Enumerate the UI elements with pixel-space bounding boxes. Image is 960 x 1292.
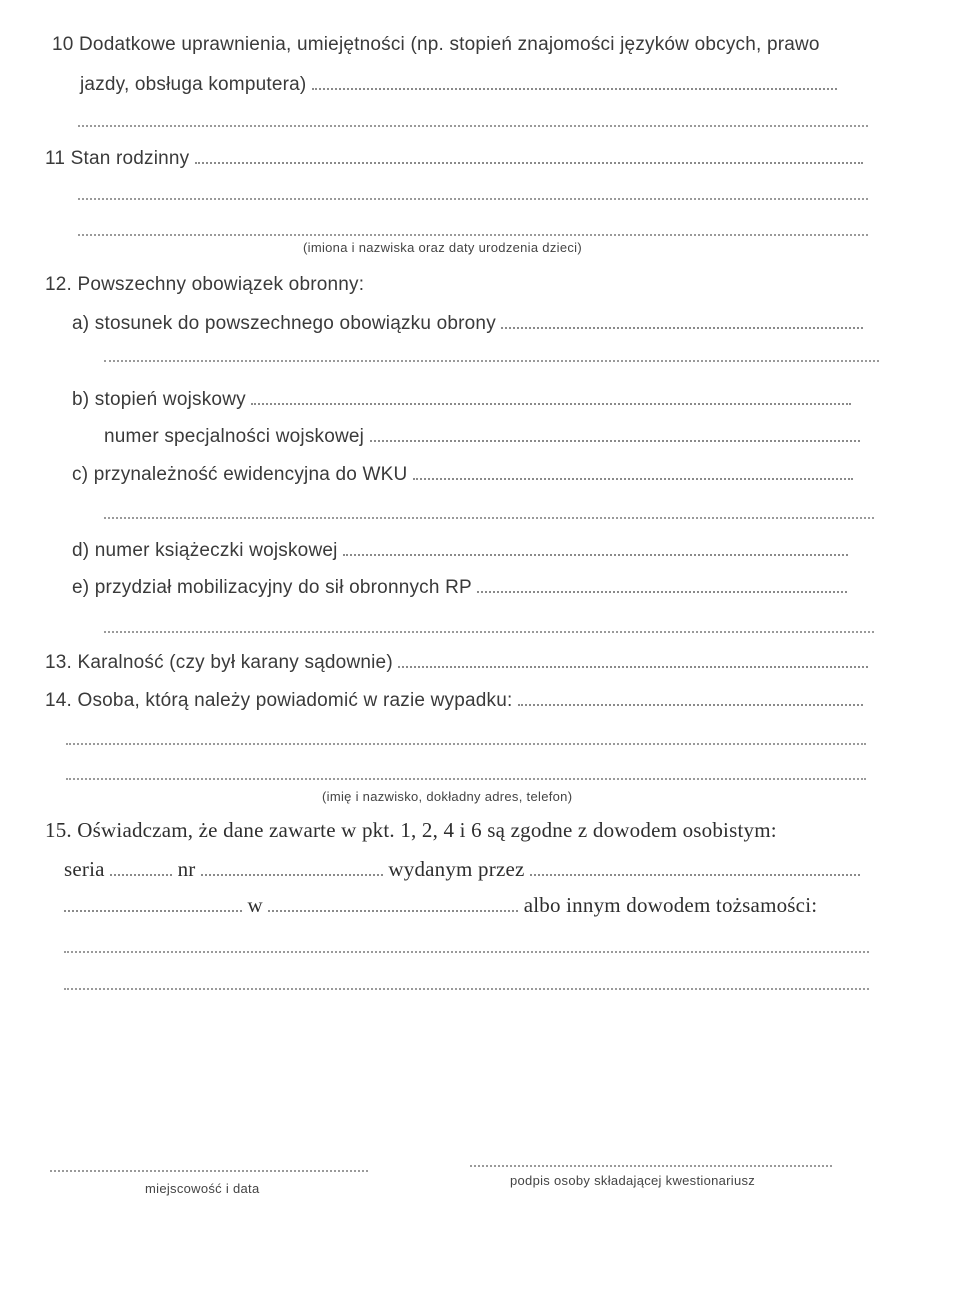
q14-label: 14. Osoba, którą należy powiadomić w razie wypadku: bbox=[45, 690, 513, 711]
q12b-line bbox=[72, 389, 851, 411]
q12d-label: d) numer książeczki wojskowej bbox=[72, 540, 338, 561]
q15-w-line bbox=[64, 893, 817, 918]
q12b2-answer-field[interactable] bbox=[370, 440, 860, 442]
q11-label: 11 Stan rodzinny bbox=[45, 148, 190, 169]
q12d-line bbox=[72, 540, 848, 562]
q15-w-label: w bbox=[247, 893, 263, 917]
q15-seria-label: seria bbox=[64, 857, 105, 881]
q12a-label: a) stosunek do powszechnego obowiązku obrony bbox=[72, 313, 496, 334]
q12-title: 12. Powszechny obowiązek obronny: bbox=[45, 274, 365, 295]
q12e-answer-line-2[interactable] bbox=[104, 631, 874, 633]
q15-wydanym-field[interactable] bbox=[530, 874, 860, 876]
q13-line bbox=[45, 652, 868, 674]
q15-w-field[interactable] bbox=[268, 910, 518, 912]
q10-line2-text: jazdy, obsługa komputera) bbox=[80, 74, 307, 95]
q14-note: (imię i nazwisko, dokładny adres, telefon) bbox=[322, 789, 573, 804]
q12b2-label: numer specjalności wojskowej bbox=[104, 426, 365, 447]
q12c-line bbox=[72, 464, 853, 486]
q10-answer-field[interactable] bbox=[312, 88, 837, 90]
place-date-label: miejscowość i data bbox=[145, 1181, 260, 1196]
signature-line[interactable] bbox=[470, 1165, 832, 1167]
q15-wydanym-label: wydanym przez bbox=[388, 857, 525, 881]
q15-seria-field[interactable] bbox=[110, 874, 172, 876]
q10-line2 bbox=[80, 74, 837, 96]
q12b-answer-field[interactable] bbox=[251, 403, 851, 405]
q12e-label: e) przydział mobilizacyjny do sił obronnych RP bbox=[72, 577, 472, 598]
q10-line1: 10 Dodatkowe uprawnienia, umiejętności (np. stopień znajomości języków obcych, prawo bbox=[52, 34, 820, 55]
q14-line bbox=[45, 690, 863, 712]
q12d-answer-field[interactable] bbox=[343, 554, 848, 556]
q12c-label: c) przynależność ewidencyjna do WKU bbox=[72, 464, 408, 485]
q12b-label: b) stopień wojskowy bbox=[72, 389, 246, 410]
q11-answer-field[interactable] bbox=[195, 162, 863, 164]
q13-label: 13. Karalność (czy był karany sądownie) bbox=[45, 652, 393, 673]
q12e-line bbox=[72, 577, 847, 599]
q12a-line bbox=[72, 313, 863, 335]
q11-answer-line-3[interactable] bbox=[78, 234, 868, 236]
q12c-answer-line-2[interactable] bbox=[104, 517, 874, 519]
q13-answer-field[interactable] bbox=[398, 666, 868, 668]
q12a-answer-line-2[interactable] bbox=[104, 360, 879, 362]
q11-answer-line-2[interactable] bbox=[78, 198, 868, 200]
q12a-answer-field[interactable] bbox=[501, 327, 863, 329]
q12c-answer-field[interactable] bbox=[413, 478, 853, 480]
signature-label: podpis osoby składającej kwestionariusz bbox=[510, 1173, 756, 1188]
q15-albo-label: albo innym dowodem tożsamości: bbox=[523, 893, 818, 917]
q14-answer-line-2[interactable] bbox=[66, 743, 866, 745]
q12e-answer-field[interactable] bbox=[477, 591, 847, 593]
q12b2-line bbox=[104, 426, 860, 448]
q14-answer-field[interactable] bbox=[518, 704, 863, 706]
q15-id-line bbox=[64, 857, 860, 882]
q11-note: (imiona i nazwiska oraz daty urodzenia dzieci) bbox=[303, 240, 582, 255]
q15-answer-line-4[interactable] bbox=[64, 988, 869, 990]
q10-answer-line-2[interactable] bbox=[78, 125, 868, 127]
q15-label: 15. Oświadczam, że dane zawarte w pkt. 1, 2, 4 i 6 są zgodne z dowodem osobistym: bbox=[45, 818, 777, 842]
q15-place-field[interactable] bbox=[64, 910, 242, 912]
q11-line bbox=[45, 148, 863, 170]
q15-nr-field[interactable] bbox=[201, 874, 383, 876]
q14-answer-line-3[interactable] bbox=[66, 778, 866, 780]
place-date-line[interactable] bbox=[50, 1170, 368, 1172]
q15-nr-label: nr bbox=[177, 857, 196, 881]
q15-answer-line-3[interactable] bbox=[64, 951, 869, 953]
